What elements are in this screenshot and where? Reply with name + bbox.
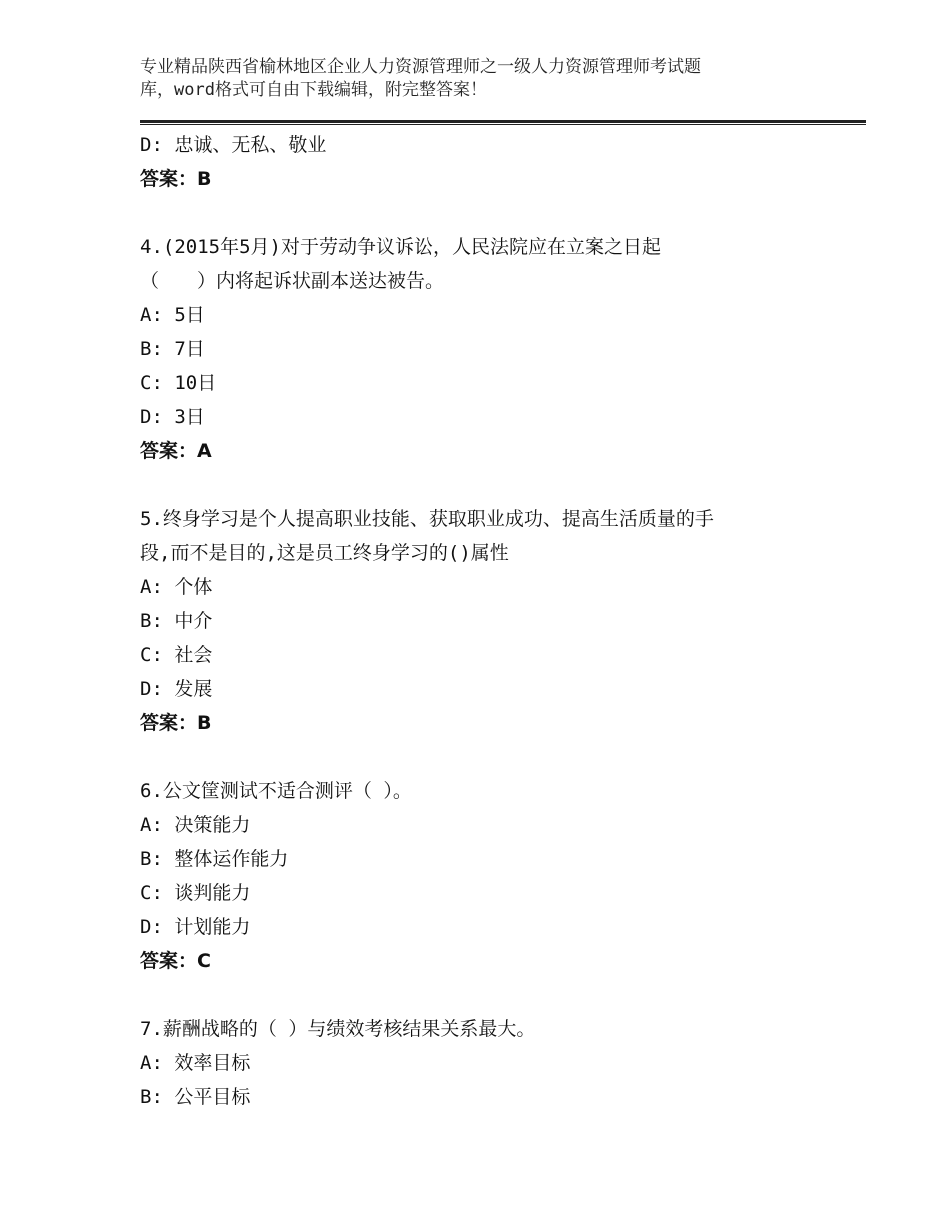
option-a: A: 个体 — [140, 576, 213, 598]
question-stem: （ ）内将起诉状副本送达被告。 — [140, 270, 445, 292]
option-a: A: 5日 — [140, 304, 205, 326]
question-stem: 6.公文筐测试不适合测评（ ）。 — [140, 780, 412, 802]
option-a: A: 决策能力 — [140, 814, 251, 836]
spacer — [140, 196, 830, 230]
option-d: D: 3日 — [140, 406, 205, 428]
question-stem: 5.终身学习是个人提高职业技能、获取职业成功、提高生活质量的手 — [140, 508, 714, 530]
spacer — [140, 740, 830, 774]
option-b: B: 公平目标 — [140, 1086, 251, 1108]
answer: 答案：B — [140, 712, 212, 734]
question-stem: 7.薪酬战略的（ ）与绩效考核结果关系最大。 — [140, 1018, 536, 1040]
option-d: D: 计划能力 — [140, 916, 251, 938]
option-b: B: 整体运作能力 — [140, 848, 289, 870]
option-c: C: 谈判能力 — [140, 882, 251, 904]
option-c: C: 10日 — [140, 372, 217, 394]
question-5 — [140, 502, 830, 740]
option-a: A: 效率目标 — [140, 1052, 251, 1074]
question-3-tail — [140, 128, 830, 196]
option-c: C: 社会 — [140, 644, 213, 666]
answer: 答案：A — [140, 440, 212, 462]
question-7 — [140, 1012, 830, 1114]
question-4 — [140, 230, 830, 468]
option-d: D: 发展 — [140, 678, 213, 700]
question-6 — [140, 774, 830, 978]
header-line-1: 专业精品陕西省榆林地区企业人力资源管理师之一级人力资源管理师考试题 — [140, 57, 701, 77]
option-b: B: 7日 — [140, 338, 205, 360]
spacer — [140, 468, 830, 502]
answer: 答案：C — [140, 950, 211, 972]
document-body — [140, 128, 830, 1114]
header-line-2: 库，word格式可自由下载编辑，附完整答案！ — [140, 80, 487, 100]
option-d: D: 忠诚、无私、敬业 — [140, 134, 327, 156]
spacer — [140, 978, 830, 1012]
question-stem: 段,而不是目的,这是员工终身学习的()属性 — [140, 542, 509, 564]
page-header — [140, 56, 860, 102]
answer: 答案：B — [140, 168, 212, 190]
header-divider — [140, 120, 866, 125]
option-b: B: 中介 — [140, 610, 213, 632]
question-stem: 4.(2015年5月)对于劳动争议诉讼，人民法院应在立案之日起 — [140, 236, 661, 258]
